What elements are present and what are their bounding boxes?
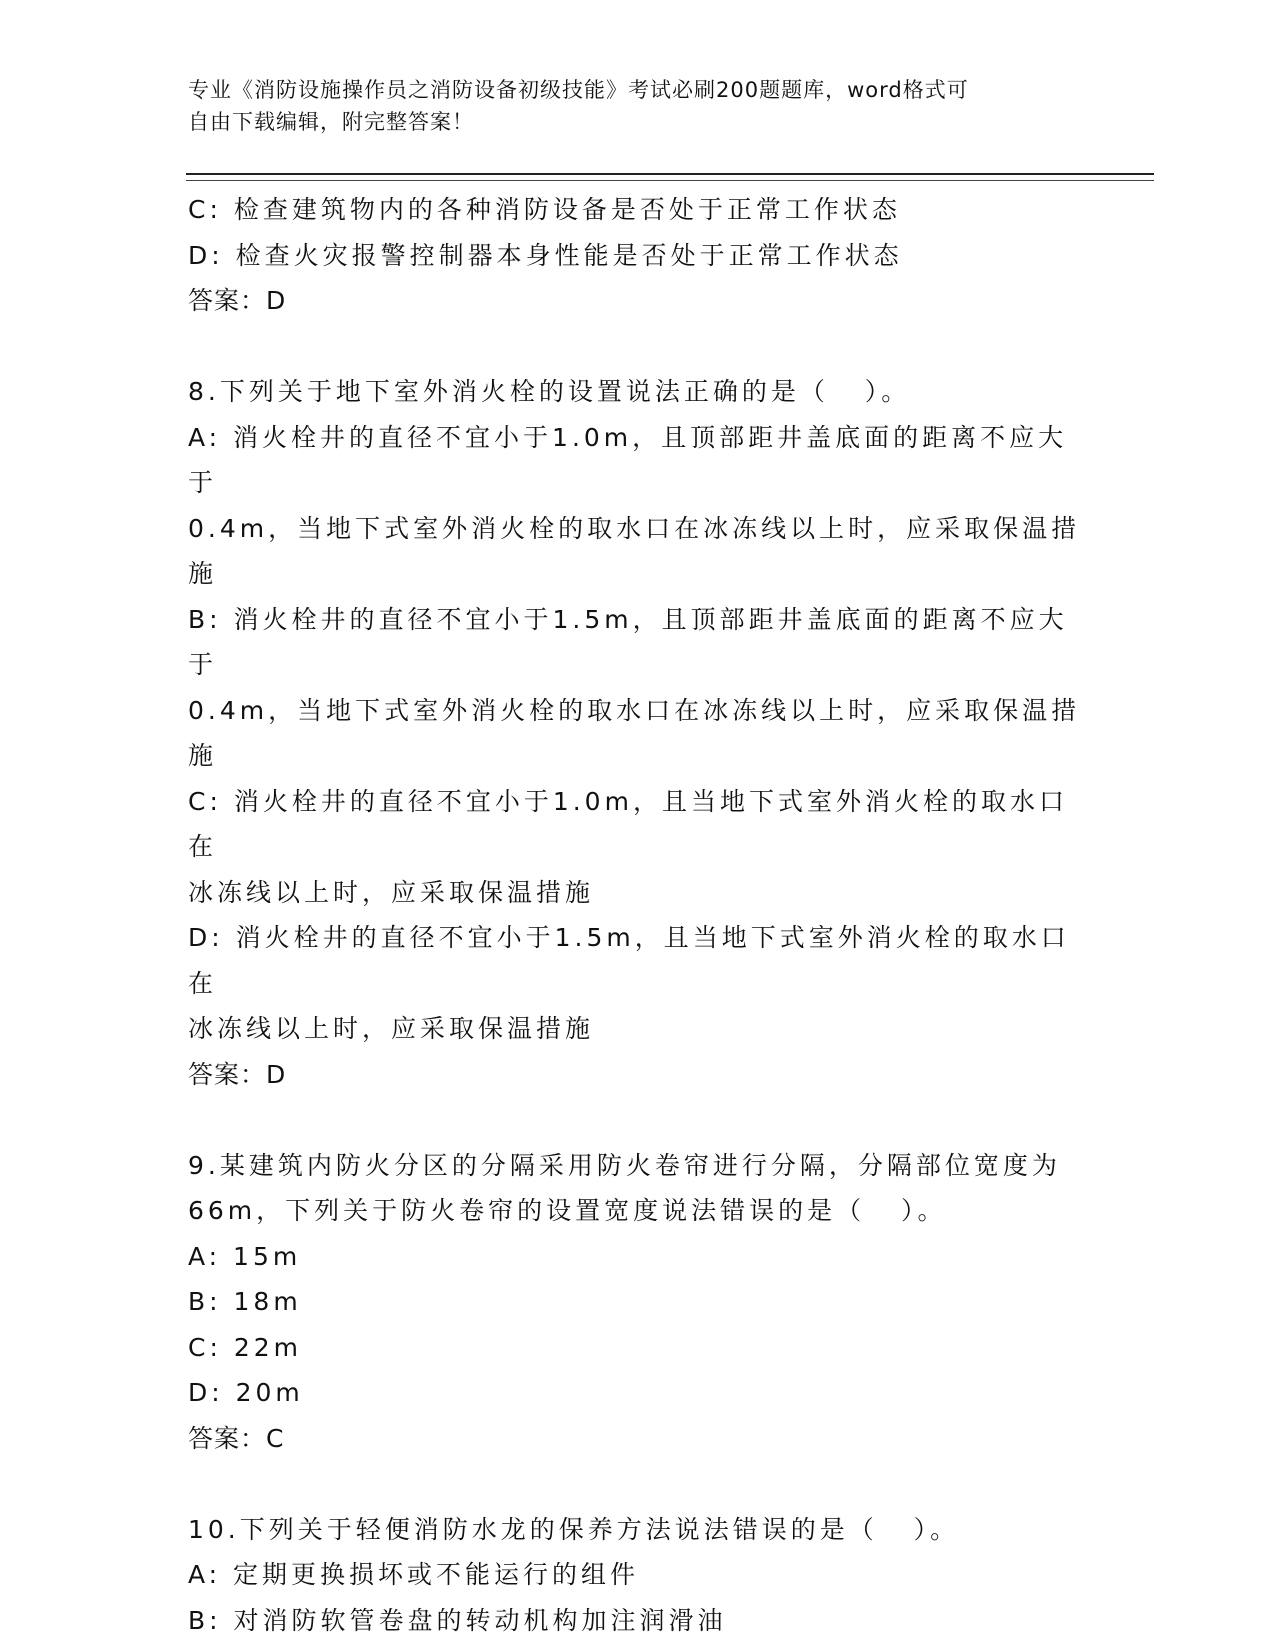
question-7-tail: [188, 187, 1088, 324]
question-stem: 9.某建筑内防火分区的分隔采用防火卷帘进行分隔，分隔部位宽度为: [188, 1150, 1061, 1180]
option-a: [188, 415, 1088, 597]
question-stem: 8.下列关于地下室外消火栓的设置说法正确的是（ ）。: [188, 377, 911, 406]
option-d: D: 检查火灾报警控制器本身性能是否处于正常工作状态: [188, 240, 903, 270]
header-line-2: 自由下载编辑，附完整答案！: [188, 110, 474, 134]
option-b: B: 对消防软管卷盘的转动机构加注润滑油: [188, 1605, 727, 1635]
question-list: [188, 187, 1088, 1643]
option-d: [188, 915, 1088, 1052]
option-b: [188, 597, 1088, 779]
option-c: [188, 779, 1088, 916]
document-header: [188, 74, 1068, 138]
header-rule-thick: [186, 173, 1154, 175]
option-d: D: 20m: [188, 1378, 304, 1407]
option-line: 冰冻线以上时，应采取保温措施: [188, 1014, 595, 1043]
option-line: 0.4m，当地下式室外消火栓的取水口在冰冻线以上时，应采取保温措: [188, 695, 1081, 725]
option-line: A: 消火栓井的直径不宜小于1.0m，且顶部距井盖底面的距离不应大于: [188, 422, 1068, 497]
question-10: [188, 1507, 1088, 1644]
option-line: C: 消火栓井的直径不宜小于1.0m，且当地下式室外消火栓的取水口在: [188, 786, 1068, 861]
spacer: [188, 1097, 1088, 1143]
question-stem: 66m，下列关于防火卷帘的设置宽度说法错误的是（ ）。: [188, 1196, 947, 1225]
option-line: 施: [188, 559, 218, 588]
option-line: 0.4m，当地下式室外消火栓的取水口在冰冻线以上时，应采取保温措: [188, 513, 1081, 543]
spacer: [188, 1461, 1088, 1507]
option-line: 施: [188, 741, 218, 770]
header-rule-thin: [186, 180, 1154, 181]
option-line: B: 消火栓井的直径不宜小于1.5m，且顶部距井盖底面的距离不应大于: [188, 604, 1068, 679]
option-a: A: 15m: [188, 1241, 302, 1271]
question-stem: 10.下列关于轻便消防水龙的保养方法说法错误的是（ ）。: [188, 1514, 960, 1544]
question-8: [188, 369, 1088, 1097]
question-9: [188, 1143, 1088, 1462]
option-c: C: 22m: [188, 1332, 302, 1362]
header-line-1: 专业《消防设施操作员之消防设备初级技能》考试必刷200题题库，word格式可: [188, 78, 969, 102]
option-line: 冰冻线以上时，应采取保温措施: [188, 877, 595, 907]
option-c: C: 检查建筑物内的各种消防设备是否处于正常工作状态: [188, 195, 901, 224]
answer-line: 答案：D: [188, 1059, 287, 1089]
option-a: A: 定期更换损坏或不能运行的组件: [188, 1560, 640, 1589]
option-line: D: 消火栓井的直径不宜小于1.5m，且当地下式室外消火栓的取水口在: [188, 923, 1070, 998]
answer-line: 答案：D: [188, 286, 287, 315]
spacer: [188, 324, 1088, 370]
answer-line: 答案：C: [188, 1423, 285, 1453]
option-b: B: 18m: [188, 1287, 302, 1316]
